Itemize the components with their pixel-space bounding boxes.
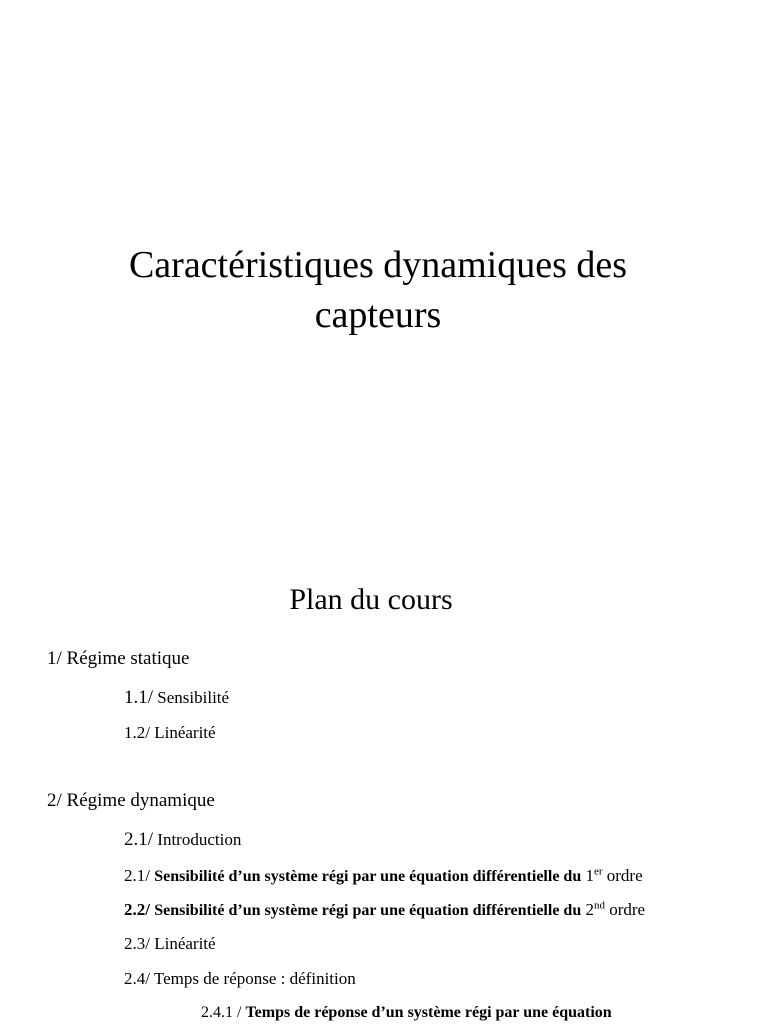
outline-item-1	[47, 648, 189, 670]
outline-item-2-2-order-superscript: nd	[593, 899, 605, 912]
outline-item-2-label: 2/ Régime dynamique	[47, 790, 215, 811]
outline-item-2-4-1-label: Temps de réponse d’un système régi par une équation	[245, 1004, 612, 1021]
outline-item-1-2-label: 1.2/ Linéarité	[124, 723, 216, 742]
outline-item-2-1-intro-label: Introduction	[157, 830, 242, 849]
outline-item-2-4-label: 2.4/ Temps de réponse : définition	[124, 969, 356, 988]
outline-item-2-4	[124, 968, 356, 990]
outline-item-2-2-number: 2.2/	[124, 900, 150, 919]
outline-item-2-2	[124, 899, 645, 922]
document-title-line-2: capteurs	[314, 294, 442, 336]
document-title	[0, 240, 756, 340]
outline-item-2-2-label: Sensibilité d’un système régi par une équation différentielle du	[154, 902, 582, 919]
outline-item-2-3	[124, 933, 216, 955]
outline-item-2-1-order-word: ordre	[606, 866, 643, 885]
outline-item-2-3-label: 2.3/ Linéarité	[124, 934, 216, 953]
outline-item-1-1	[124, 687, 229, 709]
outline-item-1-1-number: 1.1/	[124, 687, 154, 708]
plan-title: Plan du cours	[289, 583, 453, 616]
outline-item-2-1-order-superscript: er	[593, 865, 603, 878]
outline-item-2-1-intro	[124, 829, 241, 851]
outline-item-2-2-order-word: ordre	[609, 900, 646, 919]
outline-item-1-label: 1/ Régime statique	[47, 648, 190, 669]
outline-item-2-2-order-number: 2	[585, 900, 594, 919]
outline-item-2-1-order-number: 1	[585, 866, 594, 885]
outline-item-1-1-label: Sensibilité	[157, 688, 230, 707]
outline-item-2-1-first-order-label: Sensibilité d’un système régi par une équation différentielle du	[154, 868, 582, 885]
outline-item-2-1-intro-number: 2.1/	[124, 829, 154, 850]
outline-item-2-1-first-order	[124, 865, 643, 888]
outline-item-2-1-first-order-number: 2.1/	[124, 866, 150, 885]
document-title-line-1: Caractéristiques dynamiques des	[128, 244, 628, 286]
outline-item-2-4-1-number: 2.4.1 /	[201, 1004, 242, 1021]
outline-item-1-2	[124, 722, 216, 744]
outline-item-2	[47, 790, 215, 812]
outline-item-2-4-1	[201, 1002, 612, 1024]
